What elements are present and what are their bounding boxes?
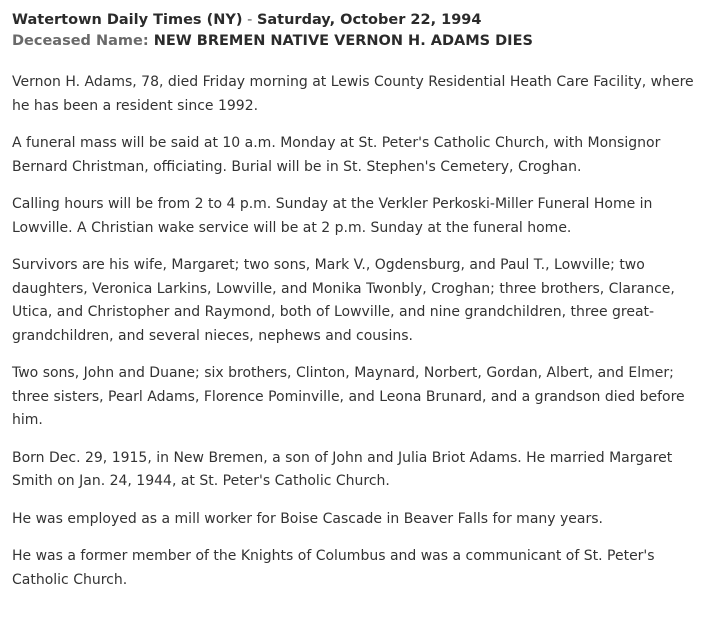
publication-date: Saturday, October 22, 1994 bbox=[256, 12, 482, 28]
paragraph-funeral-mass: A funeral mass will be said at 10 a.m. Monday at St. Peter's Catholic Church, with Monsignor Bernard Christman, officiating. Burial will be in St. Stephen's Cemetery, Croghan. bbox=[12, 135, 661, 175]
deceased-name-title: NEW BREMEN NATIVE VERNON H. ADAMS DIES bbox=[153, 33, 533, 49]
obituary-header bbox=[12, 10, 701, 52]
source-date-separator: - bbox=[242, 12, 257, 28]
paragraph-death-notice: Vernon H. Adams, 78, died Friday morning at Lewis County Residential Heath Care Facility, where he has been a resident since 1992. bbox=[12, 74, 694, 114]
deceased-name-label: Deceased Name: bbox=[12, 33, 149, 49]
paragraph-predeceased: Two sons, John and Duane; six brothers, Clinton, Maynard, Norbert, Gordan, Albert, and Elmer; three sisters, Pearl Adams, Florence Pominville, and Leona Brunard, and a grandson died before him. bbox=[12, 365, 685, 428]
paragraph-birth-marriage: Born Dec. 29, 1915, in New Bremen, a son of John and Julia Briot Adams. He married Margaret Smith on Jan. 24, 1944, at St. Peter's Catholic Church. bbox=[12, 449, 673, 489]
source-line bbox=[12, 10, 701, 31]
paragraph-memberships: He was a former member of the Knights of Columbus and was a communicant of St. Peter's Catholic Church. bbox=[12, 548, 655, 588]
newspaper-source: Watertown Daily Times (NY) bbox=[12, 12, 243, 28]
deceased-line bbox=[12, 31, 701, 52]
obituary-body bbox=[12, 71, 701, 592]
paragraph-calling-hours: Calling hours will be from 2 to 4 p.m. Sunday at the Verkler Perkoski-Miller Funeral Home in Lowville. A Christian wake service will be at 2 p.m. Sunday at the funeral home. bbox=[12, 196, 653, 236]
paragraph-survivors: Survivors are his wife, Margaret; two sons, Mark V., Ogdensburg, and Paul T., Lowville; two daughters, Veronica Larkins, Lowville, and Monika Twonbly, Croghan; three brothers, Clarance, Utica, and Christopher and Raymond, both of Lowville, and nine grandchildren, three great-grandchildren, and several nieces, nephews and cousins. bbox=[12, 257, 675, 344]
paragraph-employment: He was employed as a mill worker for Boise Cascade in Beaver Falls for many years. bbox=[12, 510, 603, 527]
